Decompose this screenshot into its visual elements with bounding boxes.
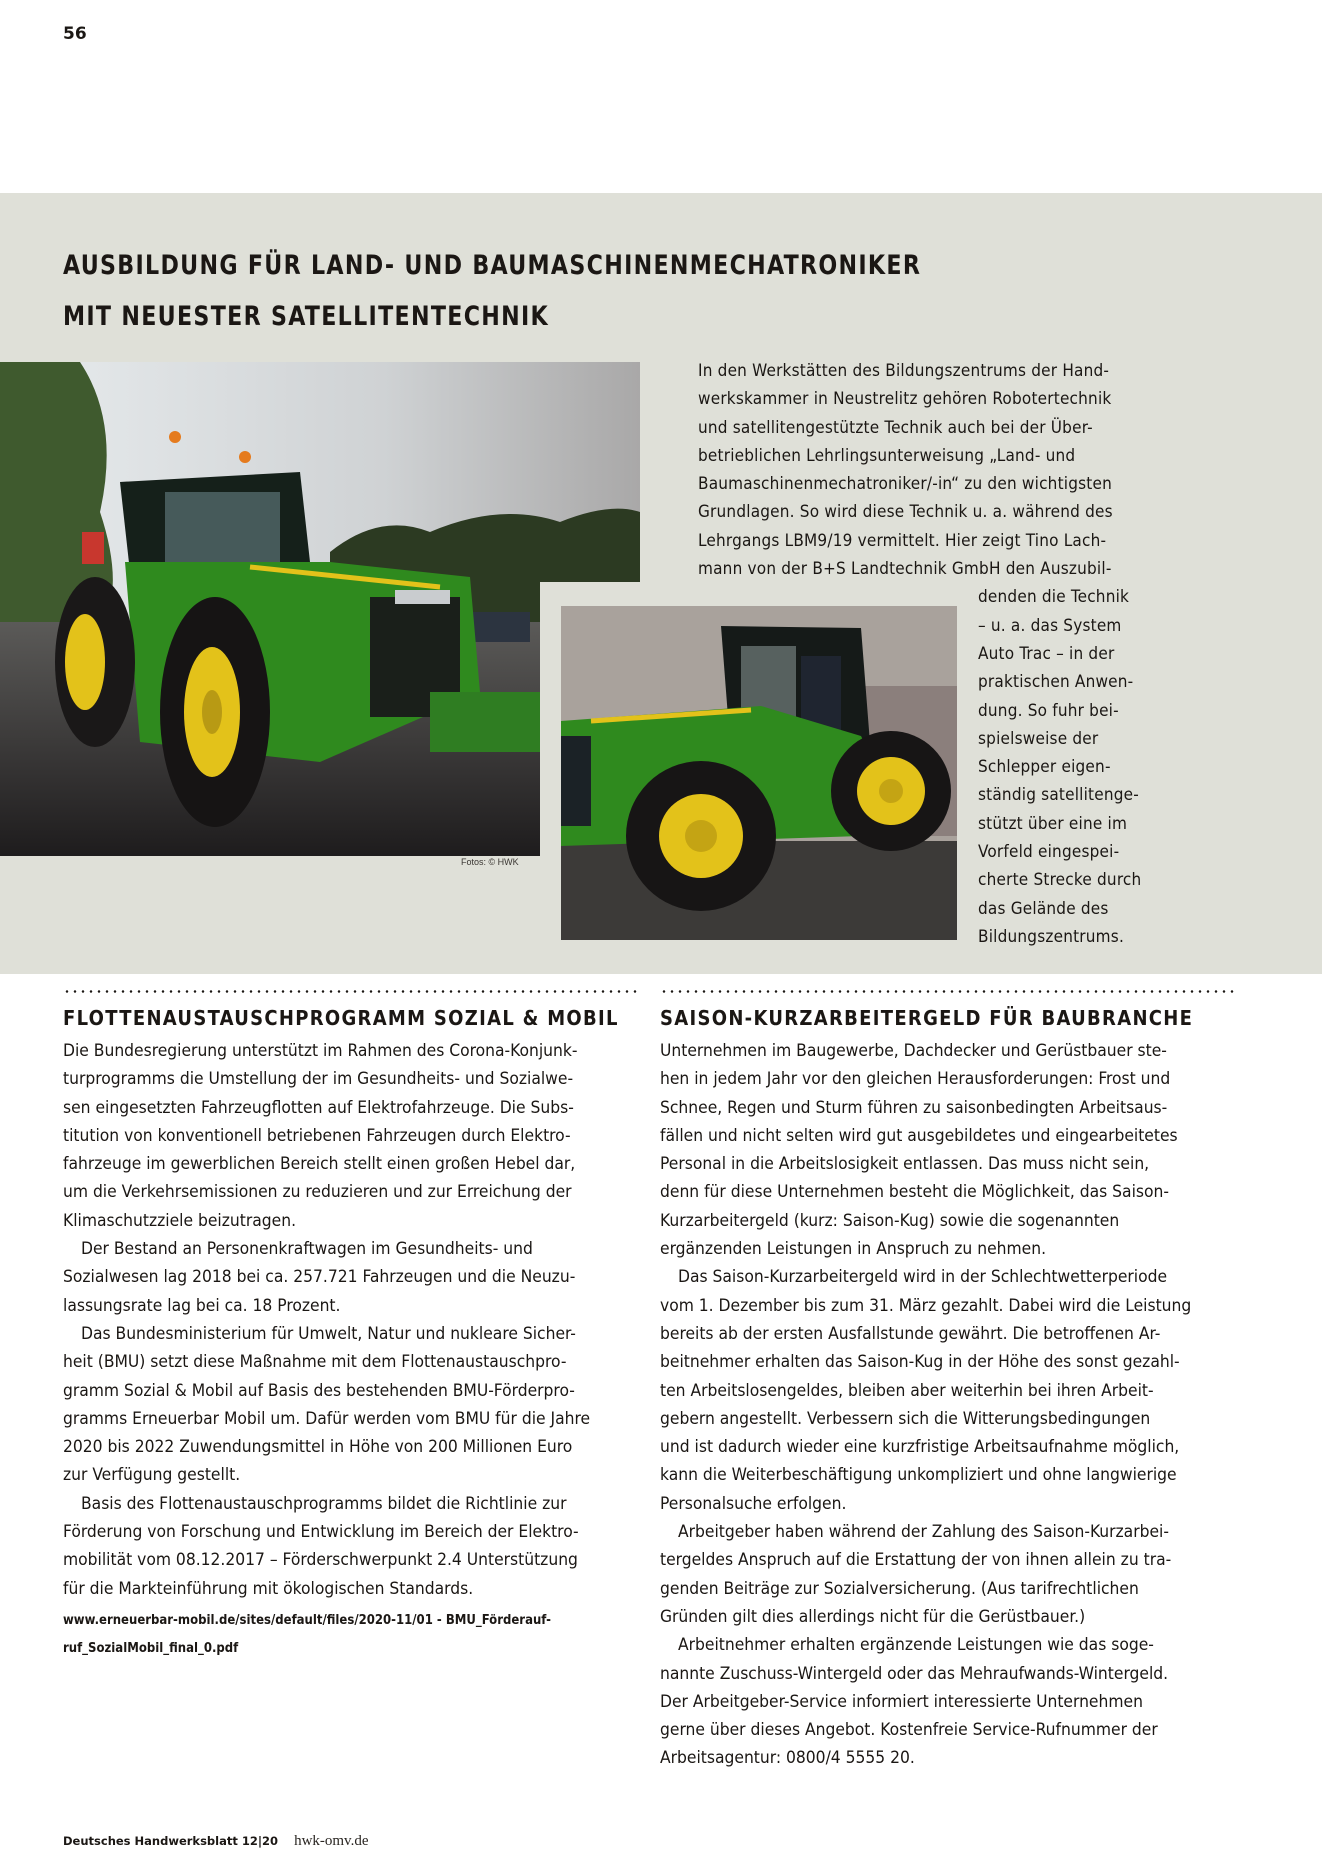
dotted-divider <box>660 990 1235 993</box>
text-line: zur Verfügung gestellt. <box>63 1465 241 1486</box>
text-line: beitnehmer erhalten das Saison-Kug in der Höhe des sonst gezahl- <box>660 1352 1180 1373</box>
text-line: Der Arbeitgeber-Service informiert interessierte Unternehmen <box>660 1691 1143 1712</box>
photo-credit: Fotos: © HWK <box>461 857 519 867</box>
article-paragraph <box>63 1235 638 1320</box>
feature-title-line-1: AUSBILDUNG FÜR LAND- UND BAUMASCHINENMECHATRONIKER <box>63 250 922 281</box>
text-line: Förderung von Forschung und Entwicklung im Bereich der Elektro- <box>63 1522 579 1543</box>
text-line: gramms Erneuerbar Mobil um. Dafür werden vom BMU für die Jahre <box>63 1408 591 1429</box>
text-line: Die Bundesregierung unterstützt im Rahmen des Corona-Konjunk- <box>63 1041 578 1061</box>
intro-line: – u. a. das System <box>978 615 1122 636</box>
text-line: tergeldes Anspruch auf die Erstattung der von ihnen allein zu tra- <box>660 1550 1172 1571</box>
intro-line: praktischen Anwen- <box>978 672 1134 693</box>
article-heading: SAISON-KURZARBEITERGELD FÜR BAUBRANCHE <box>660 1006 1194 1030</box>
intro-line: werkskammer in Neustrelitz gehören Robotertechnik <box>698 389 1112 410</box>
text-line: ergänzenden Leistungen in Anspruch zu nehmen. <box>660 1239 1047 1260</box>
text-line: 2020 bis 2022 Zuwendungsmittel in Höhe von 200 Millionen Euro <box>63 1437 573 1458</box>
text-line: mobilität vom 08.12.2017 – Förderschwerpunkt 2.4 Unterstützung <box>63 1550 578 1571</box>
source-link[interactable] <box>63 1607 638 1663</box>
intro-line: Lehrgangs LBM9/19 vermittelt. Hier zeigt Tino Lach- <box>698 530 1107 551</box>
intro-line: Schlepper eigen- <box>978 757 1111 778</box>
text-line: nannte Zuschuss-Wintergeld oder das Mehraufwands-Wintergeld. <box>660 1663 1169 1684</box>
intro-line: In den Werkstätten des Bildungszentrums der Hand- <box>698 361 1110 381</box>
text-line: ten Arbeitslosengeldes, bleiben aber weiterhin bei ihren Arbeit- <box>660 1380 1154 1401</box>
intro-line: Baumaschinenmechatroniker/-in“ zu den wichtigsten <box>698 474 1112 495</box>
article-paragraph <box>63 1320 638 1490</box>
website-link[interactable]: hwk-omv.de <box>294 1833 369 1849</box>
text-line: Sozialwesen lag 2018 bei ca. 257.721 Fahrzeugen und die Neuzu- <box>63 1267 576 1288</box>
text-line: lassungsrate lag bei ca. 18 Prozent. <box>63 1295 341 1316</box>
intro-line: stützt über eine im <box>978 813 1128 834</box>
text-line: Personal in die Arbeitslosigkeit entlassen. Das muss nicht sein, <box>660 1154 1150 1175</box>
intro-line: betrieblichen Lehrlingsunterweisung „Land- und <box>698 445 1076 466</box>
article-paragraph <box>63 1037 638 1235</box>
article-paragraph <box>660 1037 1235 1263</box>
text-line: Der Bestand an Personenkraftwagen im Gesundheits- und <box>81 1239 533 1260</box>
text-line: Schnee, Regen und Sturm führen zu saisonbedingten Arbeitsaus- <box>660 1097 1168 1118</box>
intro-line: Vorfeld eingespei- <box>978 842 1120 863</box>
article-paragraph <box>63 1490 638 1603</box>
text-line: sen eingesetzten Fahrzeugflotten auf Elektrofahrzeuge. Die Subs- <box>63 1097 574 1118</box>
article-heading: FLOTTENAUSTAUSCHPROGRAMM SOZIAL & MOBIL <box>63 1006 619 1030</box>
text-line: um die Verkehrsemissionen zu reduzieren und zur Erreichung der <box>63 1182 572 1203</box>
feature-title <box>63 240 921 342</box>
article-saison-kurzarbeitergeld <box>660 990 1235 1773</box>
page-footer <box>63 1833 369 1850</box>
text-line: Klimaschutzziele beizutragen. <box>63 1210 297 1231</box>
intro-line: Bildungszentrums. <box>978 926 1125 947</box>
text-line: gerne über dieses Angebot. Kostenfreie Service-Rufnummer der <box>660 1720 1158 1741</box>
intro-line: Grundlagen. So wird diese Technik u. a. während des <box>698 502 1113 523</box>
text-line: turprogramms die Umstellung der im Gesundheits- und Sozialwe- <box>63 1069 574 1090</box>
feature-title-line-2: MIT NEUESTER SATELLITENTECHNIK <box>63 301 550 332</box>
text-line: hen in jedem Jahr vor den gleichen Herausforderungen: Frost und <box>660 1069 1171 1090</box>
article-paragraph <box>660 1631 1235 1772</box>
text-line: fällen und nicht selten wird gut ausgebildetes und eingearbeitetes <box>660 1125 1178 1146</box>
text-line: genden Beiträge zur Sozialversicherung. (Aus tarifrechtlichen <box>660 1578 1139 1599</box>
dotted-divider <box>63 990 638 993</box>
article-paragraph <box>660 1518 1235 1631</box>
intro-line: denden die Technik <box>978 587 1130 608</box>
text-line: bereits ab der ersten Ausfallstunde gewährt. Die betroffenen Ar- <box>660 1323 1161 1344</box>
text-line: Gründen gilt dies allerdings nicht für die Gerüstbauer.) <box>660 1606 1086 1627</box>
text-line: Unternehmen im Baugewerbe, Dachdecker und Gerüstbauer ste- <box>660 1041 1167 1061</box>
text-line: Arbeitnehmer erhalten ergänzende Leistungen wie das soge- <box>678 1635 1154 1656</box>
text-line: gramm Sozial & Mobil auf Basis des bestehenden BMU-Förderpro- <box>63 1380 575 1401</box>
text-line: Basis des Flottenaustauschprogramms bildet die Richtlinie zur <box>81 1493 567 1514</box>
article-paragraph <box>660 1263 1235 1518</box>
feature-intro <box>698 357 1168 951</box>
intro-line: dung. So fuhr bei- <box>978 700 1119 721</box>
intro-line: Auto Trac – in der <box>978 643 1115 664</box>
link-line[interactable]: ruf_SozialMobil_final_0.pdf <box>63 1640 239 1656</box>
link-line[interactable]: www.erneuerbar-mobil.de/sites/default/files/2020-11/01 - BMU_Förderauf- <box>63 1612 551 1628</box>
publication-name: Deutsches Handwerksblatt 12|20 <box>63 1834 279 1848</box>
text-line: für die Markteinführung mit ökologischen Standards. <box>63 1578 474 1599</box>
text-line: fahrzeuge im gewerblichen Bereich stellt einen großen Hebel dar, <box>63 1154 576 1175</box>
text-line: Arbeitgeber haben während der Zahlung des Saison-Kurzarbei- <box>678 1522 1169 1543</box>
intro-line: mann von der B+S Landtechnik GmbH den Auszubil- <box>698 559 1112 580</box>
text-line: heit (BMU) setzt diese Maßnahme mit dem Flottenaustauschpro- <box>63 1352 567 1373</box>
text-line: Personalsuche erfolgen. <box>660 1493 847 1514</box>
text-line: und ist dadurch wieder eine kurzfristige Arbeitsaufnahme möglich, <box>660 1437 1180 1458</box>
page-number: 56 <box>63 24 87 44</box>
text-line: Arbeitsagentur: 0800/4 5555 20. <box>660 1748 915 1769</box>
article-flottenaustausch <box>63 990 638 1663</box>
text-line: Kurzarbeitergeld (kurz: Saison-Kug) sowie die sogenannten <box>660 1210 1120 1231</box>
text-line: gebern angestellt. Verbessern sich die Witterungsbedingungen <box>660 1408 1151 1429</box>
text-line: Das Bundesministerium für Umwelt, Natur und nukleare Sicher- <box>81 1323 576 1344</box>
intro-line: und satellitengestützte Technik auch bei der Über- <box>698 417 1093 438</box>
text-line: Das Saison-Kurzarbeitergeld wird in der Schlechtwetterperiode <box>678 1267 1168 1288</box>
intro-line: das Gelände des <box>978 898 1109 919</box>
text-line: denn für diese Unternehmen besteht die Möglichkeit, das Saison- <box>660 1182 1169 1203</box>
intro-line: cherte Strecke durch <box>978 870 1142 891</box>
text-line: vom 1. Dezember bis zum 31. März gezahlt. Dabei wird die Leistung <box>660 1295 1192 1316</box>
text-line: titution von konventionell betriebenen Fahrzeugen durch Elektro- <box>63 1125 571 1146</box>
text-line: kann die Weiterbeschäftigung unkompliziert und ohne langwierige <box>660 1465 1177 1486</box>
intro-line: ständig satellitenge- <box>978 785 1140 806</box>
intro-line: spielsweise der <box>978 728 1099 749</box>
